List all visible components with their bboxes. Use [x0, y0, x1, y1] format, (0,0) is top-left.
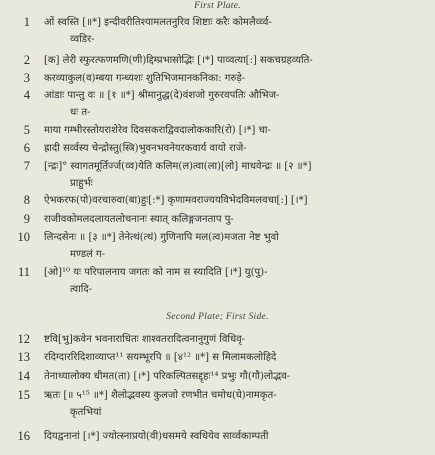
line-continuation: व्वडिर- [70, 34, 95, 45]
line-text: तेनाथ्यालोक्य धीमत(ता) [।*] परिकल्पितसद्दृहः¹⁴ प्रभुः गौ(गौ)लोद्भव- [44, 371, 291, 382]
line-text: राजीवकोमलदलायतलोचनानः स्यात् कलिङ्गजनताप पु- [44, 214, 234, 225]
line-text: ऐभकरफ(पो)वरचारुवा(बा)हुः[:*] कृणामवराज्ययविभेदविमलवचा[:] [।*] [44, 195, 308, 206]
line-number: 3 [23, 71, 30, 85]
line-text: ओं स्वस्ति [॥*] इन्दीवरीतिश्यामलतनुरिव शिष्टाः करैः कोमलैर्व्व्व- [44, 17, 272, 28]
line-continuation: प्राहुर्भः [70, 178, 93, 189]
line-text: [न्द्रः]° स्वागतमूर्तिर्ज्ज(व्व)येति कलिम(ल)त्वा(ला)[लो] माधवेन्द्रः ॥ [२ ॥*] [44, 161, 312, 172]
line-number: 1 [23, 15, 30, 29]
line-text: ह्रादी सर्व्वस्य चेन्द्रोस्तु(स्त्रि)भुवनभवनेयरकवार्य वायो राजे- [44, 143, 247, 154]
line-text: [ओ]¹⁰ यः परिपालनाय जगतः को नाम स स्यादिति [।*] यु(पु)- [44, 267, 268, 278]
line-continuation: मण्डलं ग- [70, 249, 106, 260]
line-number: 11 [17, 265, 30, 279]
line-continuation: त्वादि- [70, 284, 93, 295]
line-number: 13 [17, 350, 30, 364]
line-number: 7 [23, 159, 30, 173]
line-text: [क] लेरी स्फुरत्फणमणि(णी)द्दिम्प्रभासोद्भिः [।*] पाव्वत्या[:] सकचग्रहव्यति- [44, 55, 313, 66]
line-text: लिन्दसेनः ॥ [३ ॥*] तेनेत्थं(त्थं) गुणिनापि मल(त्व)मजता नेष्ट भुवो [44, 232, 279, 243]
line-text: करव्याकुल(व)म्बया गन्ध्यशः शुतिभिजमानकनिका: गरुड़े- [44, 73, 246, 84]
line-number: 14 [17, 369, 30, 383]
line-number: 12 [17, 332, 30, 346]
line-text: ष्टवि[भु]कवेन भवनाराधितः शाश्वतरादित्वनानुगुणं विधिवृ- [44, 334, 246, 345]
line-text: आंडाः पान्तु वः ॥ [१ ॥*] श्रीमानुद्ध(दे)वंशजो गुरुरवपतिः औभिज- [44, 90, 280, 101]
line-number: 2 [23, 53, 30, 67]
line-number: 16 [17, 429, 30, 443]
line-text: दियद्वनानां [।*] ज्योत्स्नाप्रयो(वी)धसमये स्वधियेव सार्व्वकाम्पती [44, 431, 269, 442]
line-number: 8 [23, 193, 30, 207]
line-text: माया गम्भीरस्तोयराशेरेव दिवसकराद्विवदालोककारि(रो) [।*] चा- [44, 125, 271, 136]
line-text: ऋतः [॥ ५¹⁵ ॥*] शैलोद्भवस्य कुलजो रणभीत चमोध(घे)नामकृत- [44, 390, 277, 401]
line-number: 10 [17, 230, 30, 244]
line-number: 9 [23, 212, 30, 226]
line-text: रदिग्दाररिदिशाव्याप्त¹¹ सयम्भूरपि ॥ [४¹² ॥*] स मिलामकलोहिदे [44, 352, 277, 363]
line-continuation: कृतभियां [70, 407, 102, 418]
line-continuation: धः त- [70, 107, 91, 118]
second-plate-heading: Second Plate; First Side. [166, 312, 269, 322]
line-number: 5 [23, 123, 30, 137]
first-plate-heading: First Plate. [194, 1, 241, 11]
line-number: 4 [23, 88, 30, 102]
line-number: 6 [23, 141, 30, 155]
line-number: 15 [17, 388, 30, 402]
